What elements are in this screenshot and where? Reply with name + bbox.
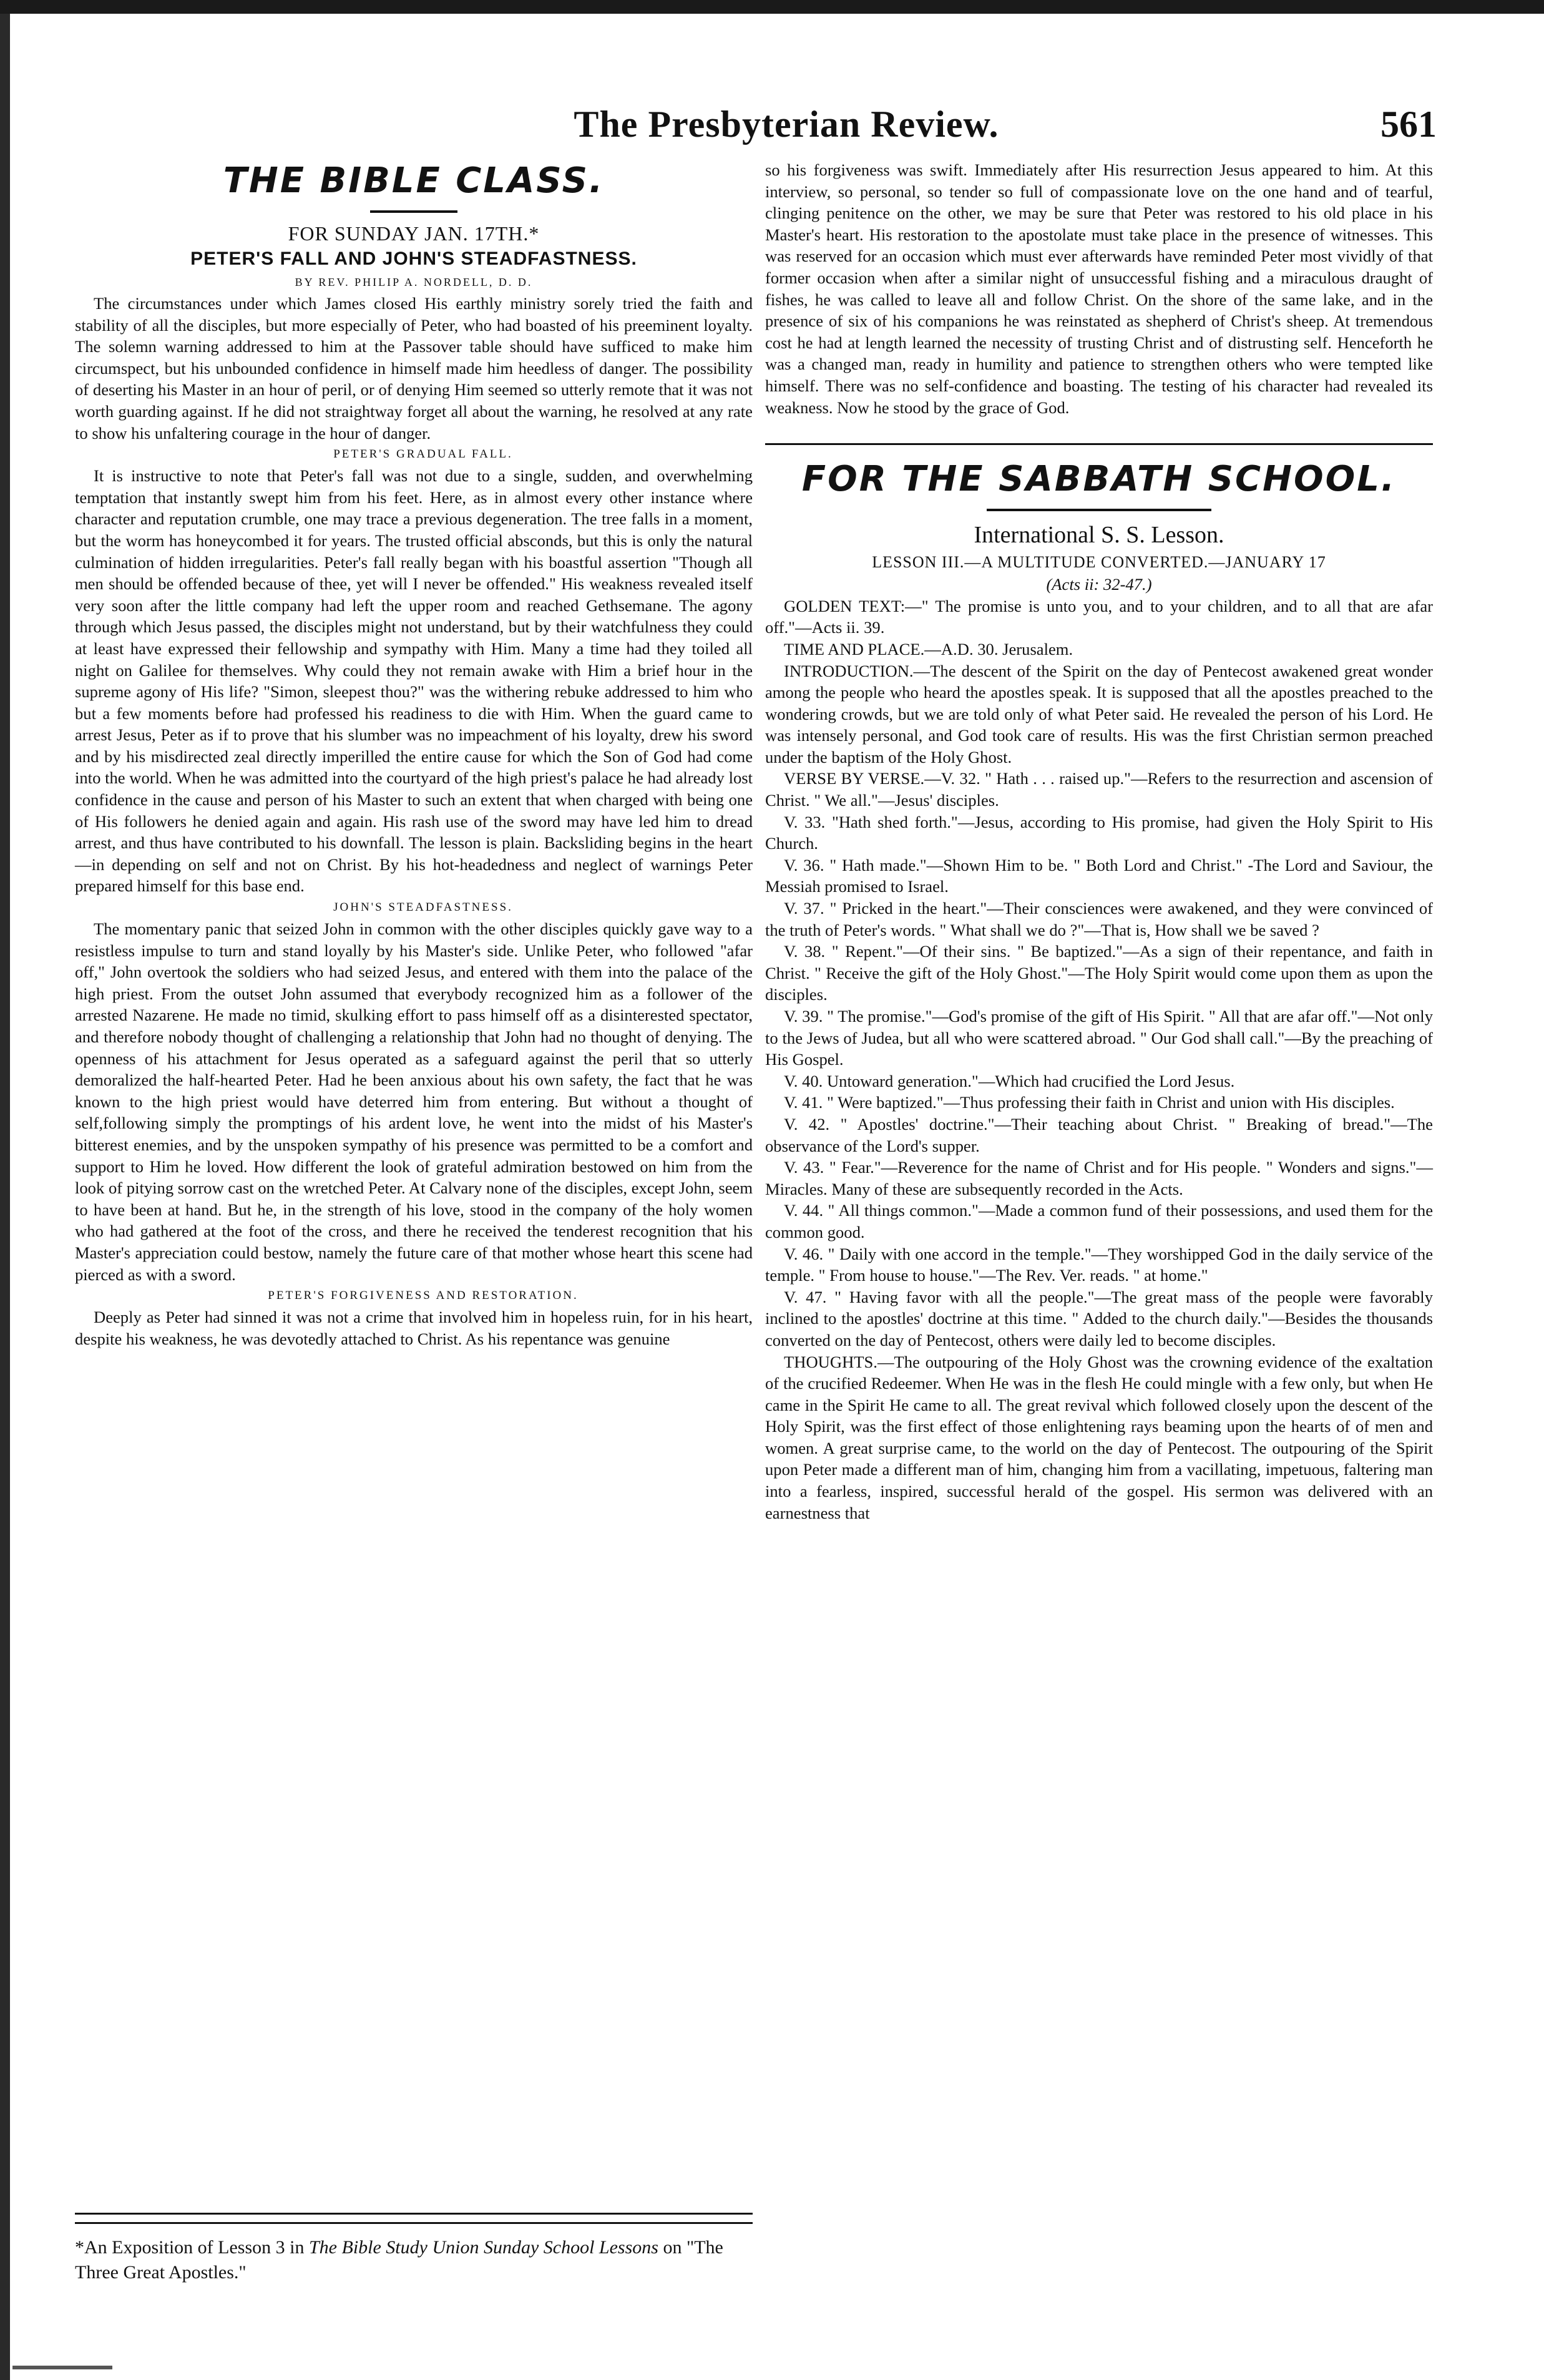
paragraph-continued: so his forgiveness was swift. Immediately after His resurrection Jesus appeared to him. At this interview, so personal, so tender so full of compassionate love on the one hand and of tearful, clinging penitence on the other, we may be sure that Peter was restored to his old place in his Master's heart. His restoration to the apostolate must take place in the presence of witnesses. This was reserved for an occasion which must ever afterwards have reminded Peter most vividly of that former occasion when after a similar night of unsuccessful fishing and a miraculous draught of fishes, he was called to leave all and follow Christ. On the shore of the same lake, and in the presence of six of his companions he was reinstated as shepherd of Christ's sheep. At tremendous cost he had at length learned the necessity of trusting Christ and of distrusting self. Henceforth he was a changed man, ready in humility and patience to strengthen others who were tempted like himself. There was no self-confidence and boasting. The testing of his character had revealed its weakness. Now he stood by the grace of God. [765,160,1433,417]
right-column [765,159,1433,1524]
golden-text: GOLDEN TEXT:—" The promise is unto you, and to your children, and to all that are afar off."—Acts ii. 39. [765,596,1433,637]
verse-36: V. 36. " Hath made."—Shown Him to be. " Both Lord and Christ." -The Lord and Saviour, the Messiah promised to Israel. [765,855,1433,896]
paragraph-circumstances: The circumstances under which James closed His earthly ministry sorely tried the faith and stability of all the disciples, but more especially of Peter, who had boasted of his preeminent loyalty. The solemn warning addressed to him at the Passover table should have sufficed to make him circumspect, but his unbounded confidence in himself made him heedless of danger. The possibility of deserting his Master in an hour of peril, or of denying Him seemed so utterly remote that it was not worth guarding against. If he did not straightway forget all about the warning, he resolved at any rate to show his unfaltering courage in the hour of danger. [75,294,753,443]
time-and-place: TIME AND PLACE.—A.D. 30. Jerusalem. [784,639,1073,659]
verse-33: V. 33. "Hath shed forth."—Jesus, according to His promise, had given the Holy Spirit to His Church. [765,812,1433,853]
verse-43: V. 43. " Fear."—Reverence for the name of Christ and for His people. " Wonders and signs."—Miracles. Many of these are subsequently recorded in the Acts. [765,1158,1433,1198]
verse-37: V. 37. " Pricked in the heart."—Their consciences were awakened, and they were convinced of the truth of Peter's words. " What shall we do ?"—That is, How shall we be saved ? [765,899,1433,939]
sabbath-school-title: FOR THE SABBATH SCHOOL. [801,459,1397,500]
lesson-date: FOR SUNDAY JAN. 17TH.* [288,222,540,245]
footnote-book-title: The Bible Study Union Sunday School Lessons [309,2237,658,2258]
footnote-start: *An Exposition of Lesson 3 in [75,2237,309,2258]
verse-39: V. 39. " The promise."—God's promise of the gift of His Spirit. " All that are afar off."—Not only to the Jews of Judea, but all who were scattered abroad. " Our God shall call."—By the preaching of His Gospel. [765,1007,1433,1069]
verse-32: VERSE BY VERSE.—V. 32. " Hath . . . raised up."—Refers to the resurrection and ascension of Christ. " We all."—Jesus' disciples. [765,769,1433,810]
subhead-johns-steadfastness: JOHN'S STEADFASTNESS. [333,901,513,914]
paragraph-johns-steadfastness: The momentary panic that seized John in common with the other disciples quickly gave way to a resistless impulse to turn and stand loyally by his Master's side. Unlike Peter, who followed "afar off," John overtook the soldiers who had seized Jesus, and entered with them into the palace of the high priest. From the outset John assumed that everybody recognized him as a follower of the arrested Nazarene. He made no timid, skulking effort to pass himself off as a disinterested spectator, and therefore nobody thought of challenging a relationship that John had no thought of denying. The openness of his attachment for Jesus operated as a safeguard against the peril that so utterly demoralized the half-hearted Peter. Had he been anxious about his own safety, the fact that he was known to the high priest would have deterred him from entering. But without a thought of self,following simply the promptings of his ardent love, he went into the midst of his Master's bitterest enemies, and by the unspoken sympathy of his presence was permitted to be a comfort and support to Him he loved. How different the look of grateful admiration bestowed on him from the look of pitying sorrow cast on the wretched Peter. At Calvary none of the disciples, except John, seem to have been at hand. But he, in the strength of his love, stood in the company of the holy women who had gathered at the foot of the cross, and there he received the tenderest recognition that his Master's appreciation could bestow, namely the future care of that mother whose heart this scene had pierced as with a sword. [75,919,753,1284]
lesson-heading: PETER'S FALL AND JOHN'S STEADFASTNESS. [190,248,637,269]
top-border [0,0,1544,14]
scripture-reference: (Acts ii: 32-47.) [1046,575,1152,594]
running-head: The Presbyterian Review. [574,104,999,145]
subhead-gradual-fall: PETER'S GRADUAL FALL. [333,448,513,461]
paragraph-gradual-fall: It is instructive to note that Peter's fall was not due to a single, sudden, and overwhelming temptation that instantly swept him from his feet. Here, as in almost every other instance where character and reputation crumble, one may trace a previous degeneration. The tree falls in a moment, but the worm has honeycombed it for years. The trusted official absconds, but this is only the natural culmination of hidden irregularities. Peter's fall really began with his boastful assertion "Though all men should be offended because of thee, yet will I never be offended." His weakness revealed itself very soon after the little company had left the upper room and reached Gethsemane. The agony through which Jesus passed, the disciples might not understand, but by their watchfulness they could at least have expressed their fellowship and sympathy with Him. Many a time had they toiled all night on Galilee for themselves. Why could they not remain awake with Him a brief hour in the supreme agony of His life? "Simon, sleepest thou?" was the withering rebuke addressed to him who but a few moments before had professed his readiness to die with Him. When the guard came to arrest Jesus, Peter as if to prove that his slumber was no impeachment of his loyalty, drew his sword and by his misdirected zeal directly imperilled the entire cause for which the Son of God had come into the world. When he was admitted into the courtyard of the high priest's palace he had already lost confidence in the cause and person of his Master to such an extent that when charged with being one of His followers he denied again and again. His rash use of the sword may have led him to dread arrest, and thus have contributed to his downfall. The lesson is plain. Backsliding begins in the heart—in depending on self and not on Christ. By his hot-headedness and neglect of warnings Peter prepared himself for this base end. [75,466,753,896]
footnote [75,2213,753,2285]
footnote-rule [75,2213,753,2215]
left-column [75,159,753,1349]
international-lesson: International S. S. Lesson. [974,522,1224,549]
introduction: INTRODUCTION.—The descent of the Spirit on the day of Pentecost awakened great wonder among the people who heard the apostles speak. It is supposed that all the apostles preached to the wondering crowds, but we are told only of what Peter said. He revealed the person of his Lord. He was intensely personal, and God took care of results. His was the first Christian sermon preached under the baptism of the Holy Ghost. [765,661,1433,766]
footnote-end: on "The Three Great Apostles." [75,2237,723,2283]
byline: BY REV. PHILIP A. NORDELL, D. D. [295,276,533,288]
title-rule [370,210,457,213]
verse-46: V. 46. " Daily with one accord in the temple."—They worshipped God in the daily service of the temple. " From house to house."—The Rev. Ver. reads. " at home." [765,1244,1433,1285]
subhead-forgiveness: PETER'S FORGIVENESS AND RESTORATION. [268,1289,579,1303]
footnote-text [75,2235,753,2285]
verse-38: V. 38. " Repent."—Of their sins. " Be baptized."—As a sign of their repentance, and faith in Christ. " Receive the gift of the Holy Ghost."—The Holy Spirit would come upon them as upon the disciples. [765,942,1433,1004]
bible-class-title: THE BIBLE CLASS. [223,160,605,201]
section-divider [765,443,1433,445]
verse-44: V. 44. " All things common."—Made a common fund of their possessions, and used them for the common good. [765,1201,1433,1241]
bottom-edge-mark [12,2366,112,2369]
footnote-rule-2 [75,2222,753,2224]
thoughts: THOUGHTS.—The outpouring of the Holy Ghost was the crowning evidence of the exaltation of the crucified Redeemer. When He was in the flesh He could mingle with a few only, but when He came in the Spirit He came to all. The great revival which followed closely upon the descent of the Holy Spirit, was the first effect of those enlightening rays beaming upon the hearts of of men and women. A great surprise came, to the world on the day of Pentecost. The outpouring of the Spirit upon Peter made a different man of him, changing him from a vacillating, impetuous, faltering man into a fearless, inspired, successful herald of the gospel. His sermon was delivered with an earnestness that [765,1352,1433,1522]
paragraph-forgiveness: Deeply as Peter had sinned it was not a crime that involved him in hopeless ruin, for in his heart, despite his weakness, he was devotedly attached to Christ. As his repentance was genuine [75,1308,753,1348]
verse-47: V. 47. " Having favor with all the people."—The great mass of the people were favorably inclined to the apostles' doctrine at this time. " Added to the church daily."—Besides the thousands converted on the day of Pentecost, others were daily led to become disciples. [765,1287,1433,1349]
lesson-line: LESSON III.—A MULTITUDE CONVERTED.—JANUARY 17 [872,553,1326,572]
verse-41: V. 41. " Were baptized."—Thus professing their faith in Christ and union with His disciples. [784,1093,1395,1112]
page-number: 561 [1380,104,1437,145]
left-page-edge [0,14,10,2380]
verse-42: V. 42. " Apostles' doctrine."—Their teaching about Christ. " Breaking of bread."—The observance of the Lord's supper. [765,1114,1433,1155]
sabbath-title-rule [987,509,1211,511]
verse-40: V. 40. Untoward generation."—Which had crucified the Lord Jesus. [784,1071,1235,1090]
